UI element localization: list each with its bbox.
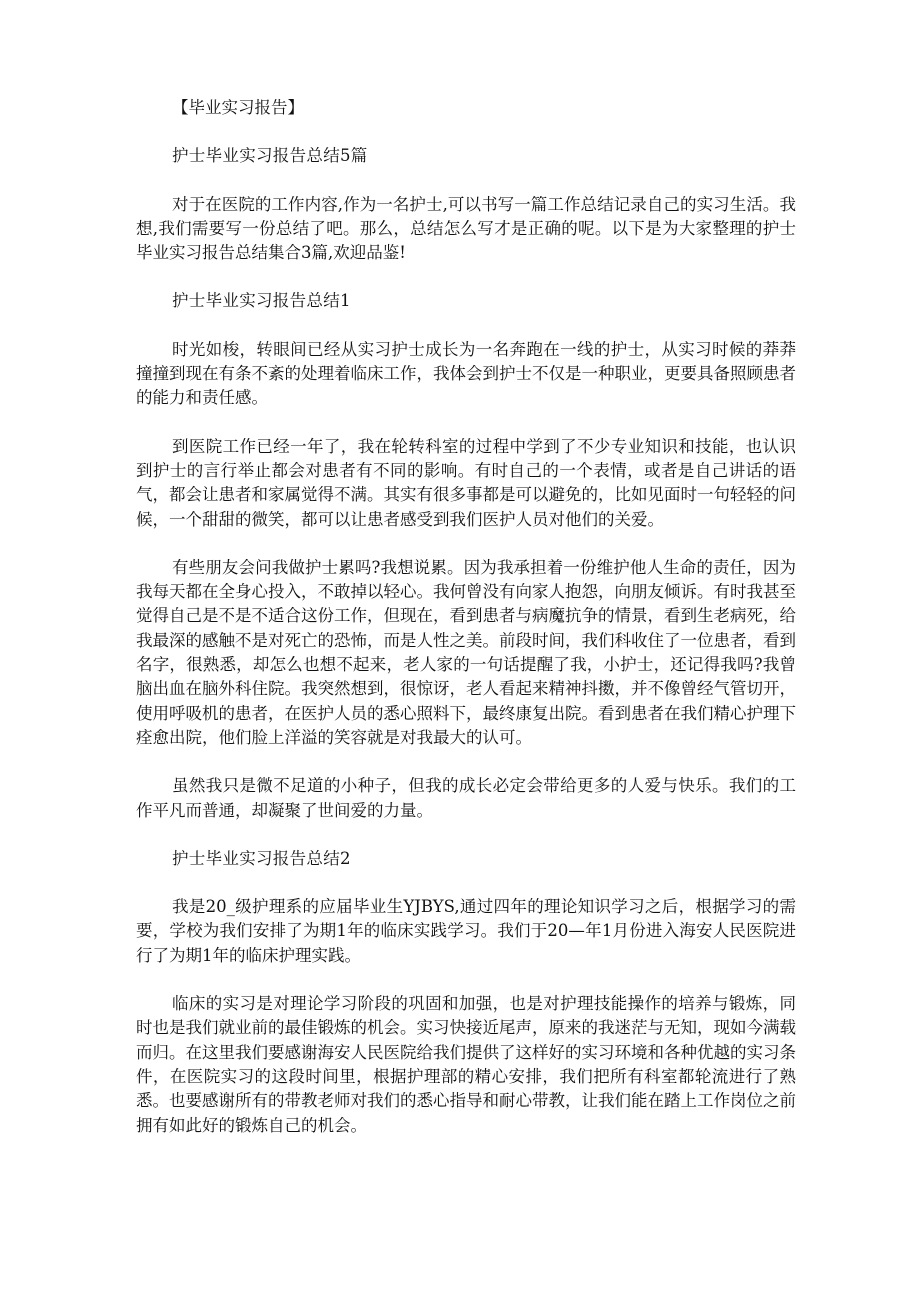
section-1-paragraph-1: 时光如梭，转眼间已经从实习护士成长为一名奔跑在一线的护士，从实习时候的莽莽撞撞到现在有条不紊的处理着临床工作，我体会到护士不仅是一种职业，更要具备照顾患者的能力和责任感。: [136, 339, 796, 408]
category-label: 【毕业实习报告】: [172, 98, 304, 117]
section-2-paragraph-2: 临床的实习是对理论学习阶段的巩固和加强，也是对护理技能操作的培养与锻炼，同时也是我们就业前的最佳锻炼的机会。实习快接近尾声，原来的我迷茫与无知，现如今满载而归。在这里我们要感谢海安人民医院给我们提供了这样好的实习环境和各种优越的实习条件，在医院实习的这段时间里，根据护理部的精心安排，我们把所有科室都轮流进行了熟悉。也要感谢所有的带教老师对我们的悉心指导和耐心带教，让我们能在踏上工作岗位之前拥有如此好的锻炼自己的机会。: [136, 994, 796, 1135]
intro-paragraph: 对于在医院的工作内容,作为一名护士,可以书写一篇工作总结记录自己的实习生活。我想,我们需要写一份总结了吧。那么，总结怎么写才是正确的呢。以下是为大家整理的护士毕业实习报告总结集合3篇,欢迎品鉴!: [136, 194, 796, 263]
section-2-paragraph-1: 我是20_级护理系的应届毕业生YJBYS,通过四年的理论知识学习之后，根据学习的需要，学校为我们安排了为期1年的临床实践学习。我们于20—年1月份进入海安人民医院进行了为期1年的临床护理实践。: [136, 897, 796, 965]
section-2-heading: 护士毕业实习报告总结2: [172, 848, 351, 868]
document-title: 护士毕业实习报告总结5篇: [172, 146, 368, 166]
section-1-heading: 护士毕业实习报告总结1: [172, 291, 351, 311]
section-1-paragraph-3: 有些朋友会问我做护士累吗?我想说累。因为我承担着一份维护他人生命的责任，因为我每天都在全身心投入，不敢掉以轻心。我何曾没有向家人抱怨，向朋友倾诉。有时我甚至觉得自己是不是不适合这份工作，但现在，看到患者与病魔抗争的情景，看到生老病死，给我最深的感触不是对死亡的恐怖，而是人性之美。前段时间，我们科收住了一位患者，看到名字，很熟悉，却怎么也想不起来，老人家的一句话提醒了我，小护士，还记得我吗?我曾脑出血在脑外科住院。我突然想到，很惊讶，老人看起来精神抖擞，并不像曾经气管切开，使用呼吸机的患者，在医护人员的悉心照料下，最终康复出院。看到患者在我们精心护理下痊愈出院，他们脸上洋溢的笑容就是对我最大的认可。: [136, 557, 796, 747]
section-1-paragraph-4: 虽然我只是微不足道的小种子，但我的成长必定会带给更多的人爱与快乐。我们的工作平凡而普通，却凝聚了世间爱的力量。: [136, 776, 796, 820]
section-1-paragraph-2: 到医院工作已经一年了，我在轮转科室的过程中学到了不少专业知识和技能，也认识到护士的言行举止都会对患者有不同的影响。有时自己的一个表情，或者是自己讲话的语气，都会让患者和家属觉得不满。其实有很多事都是可以避免的，比如见面时一句轻轻的问候，一个甜甜的微笑，都可以让患者感受到我们医护人员对他们的关爱。: [136, 436, 796, 529]
document-body: [136, 96, 796, 1162]
